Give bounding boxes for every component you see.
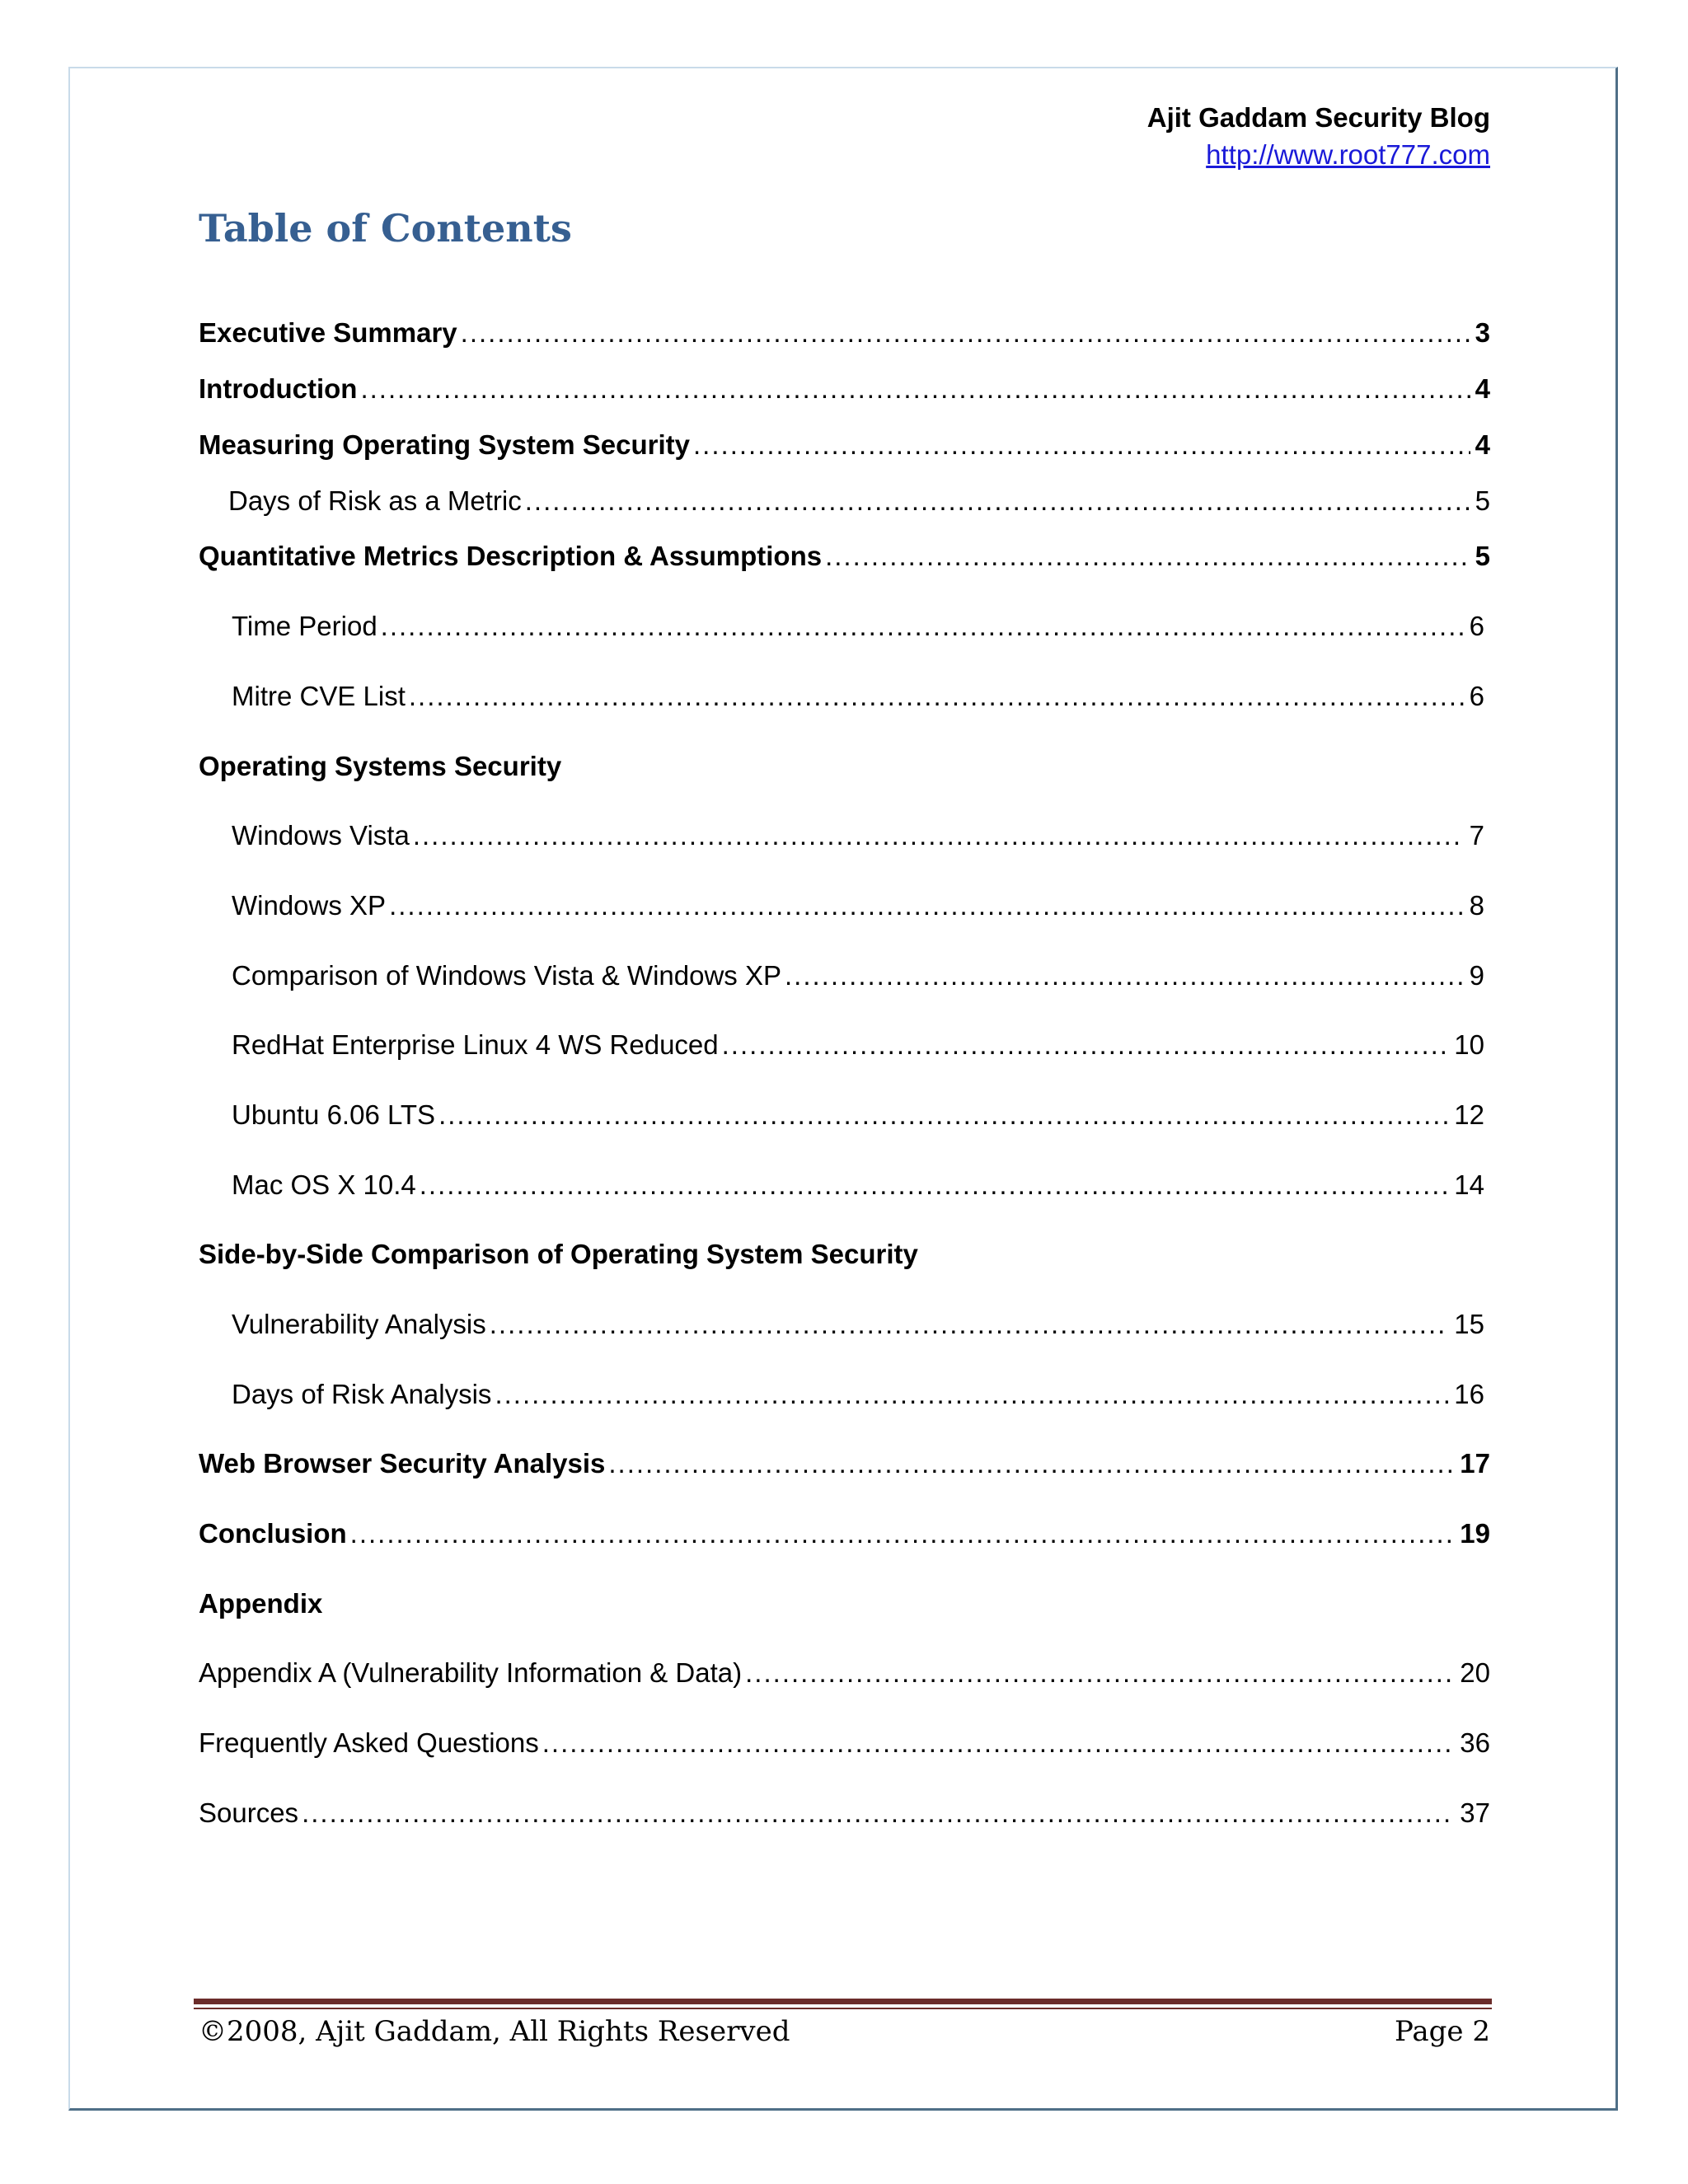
toc-dot-leader: [360, 373, 1470, 405]
toc-dot-leader: [525, 485, 1470, 518]
toc-entry[interactable]: [232, 1169, 1484, 1202]
toc-entry-title: Appendix A (Vulnerability Information & Data): [199, 1657, 743, 1688]
toc-entry-page: 19: [1460, 1518, 1490, 1549]
toc-dot-leader: [302, 1797, 1455, 1830]
toc-entry-page: 36: [1460, 1727, 1490, 1758]
toc-dot-leader: [785, 959, 1465, 992]
footer-copyright: ©2008, Ajit Gaddam, All Rights Reserved: [199, 2015, 790, 2048]
toc-dot-leader: [825, 540, 1470, 573]
toc-entry-page: 16: [1454, 1379, 1484, 1409]
toc-entry-page: 37: [1460, 1797, 1490, 1828]
toc-entry-title: Ubuntu 6.06 LTS: [232, 1099, 436, 1130]
blog-url-link[interactable]: http://www.root777.com: [1206, 139, 1490, 170]
toc-entry[interactable]: [232, 680, 1484, 713]
toc-entry[interactable]: [199, 1517, 1490, 1550]
toc-entry-title: Web Browser Security Analysis: [199, 1448, 606, 1479]
toc-entry-page: 4: [1475, 373, 1490, 404]
toc-entry[interactable]: [199, 1797, 1490, 1830]
toc-entry[interactable]: [232, 1099, 1484, 1132]
toc-dot-leader: [722, 1029, 1450, 1062]
toc-entry-title: Sources: [199, 1797, 299, 1828]
toc-entry-title: Appendix: [199, 1588, 323, 1619]
toc-heading: Table of Contents: [199, 206, 572, 251]
toc-entry-page: 6: [1469, 611, 1484, 641]
toc-entry[interactable]: [232, 1308, 1484, 1341]
toc-dot-leader: [461, 316, 1470, 349]
toc-entry[interactable]: [199, 1447, 1490, 1480]
footer-rule-thin: [194, 2008, 1492, 2009]
toc-dot-leader: [542, 1727, 1456, 1760]
toc-entry-title: Frequently Asked Questions: [199, 1727, 539, 1758]
toc-entry[interactable]: [232, 610, 1484, 643]
toc-entry[interactable]: [232, 819, 1484, 852]
toc-entry-title: Windows Vista: [232, 820, 410, 851]
toc-entry-page: 20: [1460, 1657, 1490, 1688]
toc-dot-leader: [438, 1099, 1449, 1132]
toc-dot-leader: [490, 1308, 1450, 1341]
toc-entry-page: 15: [1454, 1309, 1484, 1339]
blog-title: Ajit Gaddam Security Blog: [1146, 102, 1490, 133]
toc-entry-page: 17: [1460, 1448, 1490, 1479]
toc-entry[interactable]: [232, 1029, 1484, 1062]
toc-entry[interactable]: [199, 429, 1490, 462]
toc-dot-leader: [745, 1657, 1455, 1690]
toc-dot-leader: [409, 680, 1465, 713]
toc-entry-title: Mitre CVE List: [232, 681, 406, 711]
toc-entry[interactable]: [199, 373, 1490, 405]
toc-entry-title: Conclusion: [199, 1518, 347, 1549]
toc-entry[interactable]: [199, 1727, 1490, 1760]
toc-entry[interactable]: [199, 540, 1490, 573]
toc-entry-page: 9: [1469, 960, 1484, 991]
toc-dot-leader: [495, 1378, 1449, 1411]
toc-dot-leader: [608, 1447, 1455, 1480]
toc-entry-title: Measuring Operating System Security: [199, 429, 691, 460]
toc-dot-leader: [413, 819, 1465, 852]
toc-entry-page: 5: [1475, 485, 1490, 516]
toc-entry-title: Windows XP: [232, 890, 387, 921]
toc-entry-page: 12: [1454, 1099, 1484, 1130]
toc-entry: [199, 1238, 1490, 1271]
toc-entry-page: 7: [1469, 820, 1484, 851]
toc-entry[interactable]: [232, 1378, 1484, 1411]
toc-entry[interactable]: [228, 485, 1490, 518]
toc-entry-title: Days of Risk Analysis: [232, 1379, 492, 1409]
toc-entry-title: Vulnerability Analysis: [232, 1309, 486, 1339]
toc-entry[interactable]: [232, 959, 1484, 992]
toc-entry-page: 10: [1454, 1029, 1484, 1060]
toc-dot-leader: [693, 429, 1470, 462]
toc-entry-title: Mac OS X 10.4: [232, 1169, 416, 1200]
toc-entry-title: RedHat Enterprise Linux 4 WS Reduced: [232, 1029, 719, 1060]
toc-entry[interactable]: [232, 889, 1484, 922]
toc-entry-page: 8: [1469, 890, 1484, 921]
toc-entry: [199, 750, 1490, 783]
toc-entry-title: Time Period: [232, 611, 377, 641]
toc-entry-page: 3: [1475, 317, 1490, 348]
toc-entry-page: 4: [1475, 429, 1490, 460]
toc-dot-leader: [389, 889, 1465, 922]
toc-entry: [199, 1587, 1490, 1620]
toc-entry-title: Comparison of Windows Vista & Windows XP: [232, 960, 781, 991]
toc-entry[interactable]: [199, 316, 1490, 349]
toc-entry-title: Days of Risk as a Metric: [228, 485, 522, 516]
toc-entry-title: Introduction: [199, 373, 358, 404]
toc-dot-leader: [420, 1169, 1450, 1202]
toc-entry-title: Side-by-Side Comparison of Operating System Security: [199, 1239, 918, 1269]
toc-entry-page: 5: [1475, 541, 1490, 571]
toc-dot-leader: [350, 1517, 1456, 1550]
toc-entry[interactable]: [199, 1657, 1490, 1690]
toc-entry-title: Executive Summary: [199, 317, 457, 348]
toc-entry-page: 14: [1454, 1169, 1484, 1200]
toc-dot-leader: [381, 610, 1465, 643]
toc-entry-title: Operating Systems Security: [199, 751, 562, 781]
footer-page-number: Page 2: [1395, 2015, 1490, 2048]
toc-list: [199, 0, 1490, 1978]
toc-entry-page: 6: [1469, 681, 1484, 711]
toc-entry-title: Quantitative Metrics Description & Assumptions: [199, 541, 823, 571]
footer-rule: [194, 1999, 1492, 2004]
